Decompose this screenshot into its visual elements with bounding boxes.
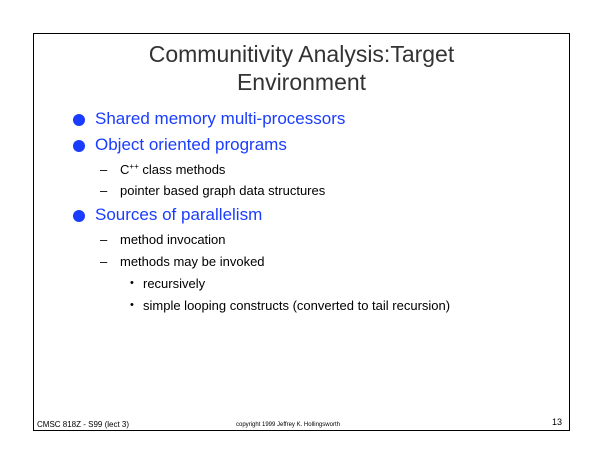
title-line-2: Environment [236, 69, 367, 95]
title-line-1: Communitivity Analysis:Target [148, 41, 455, 67]
dash-marker: – [100, 232, 108, 247]
sub-item-methods-invoked: methods may be invoked [120, 254, 265, 269]
page-number: 13 [552, 417, 563, 427]
sub-item-method-invocation: method invocation [120, 232, 226, 247]
sub-item-pointer-graph: pointer based graph data structures [120, 183, 326, 198]
bullet-sources-parallelism: Sources of parallelism [95, 205, 263, 224]
bullet-object-oriented: Object oriented programs [95, 135, 287, 154]
sub-sub-item-recursively: recursively [143, 276, 206, 291]
slide-title [33, 40, 570, 96]
footer-course: CMSC 818Z - S99 (lect 3) [37, 420, 130, 429]
bullet-icon [73, 210, 85, 222]
bullet-icon [73, 140, 85, 152]
cpp-suffix: class methods [138, 162, 226, 177]
dash-marker: – [100, 183, 108, 198]
sub-item-cpp-methods [120, 162, 225, 177]
dash-marker: – [100, 162, 108, 177]
cpp-prefix: C [120, 162, 130, 177]
dot-marker: • [130, 299, 134, 311]
sub-sub-item-looping: simple looping constructs (converted to tail recursion) [143, 298, 451, 313]
footer-copyright: copyright 1999 Jeffrey K. Hollingsworth [236, 422, 340, 428]
dash-marker: – [100, 254, 108, 269]
dot-marker: • [130, 277, 134, 289]
cpp-sup: ++ [129, 162, 139, 171]
bullet-icon [73, 114, 85, 126]
bullet-shared-memory: Shared memory multi-processors [95, 109, 346, 128]
